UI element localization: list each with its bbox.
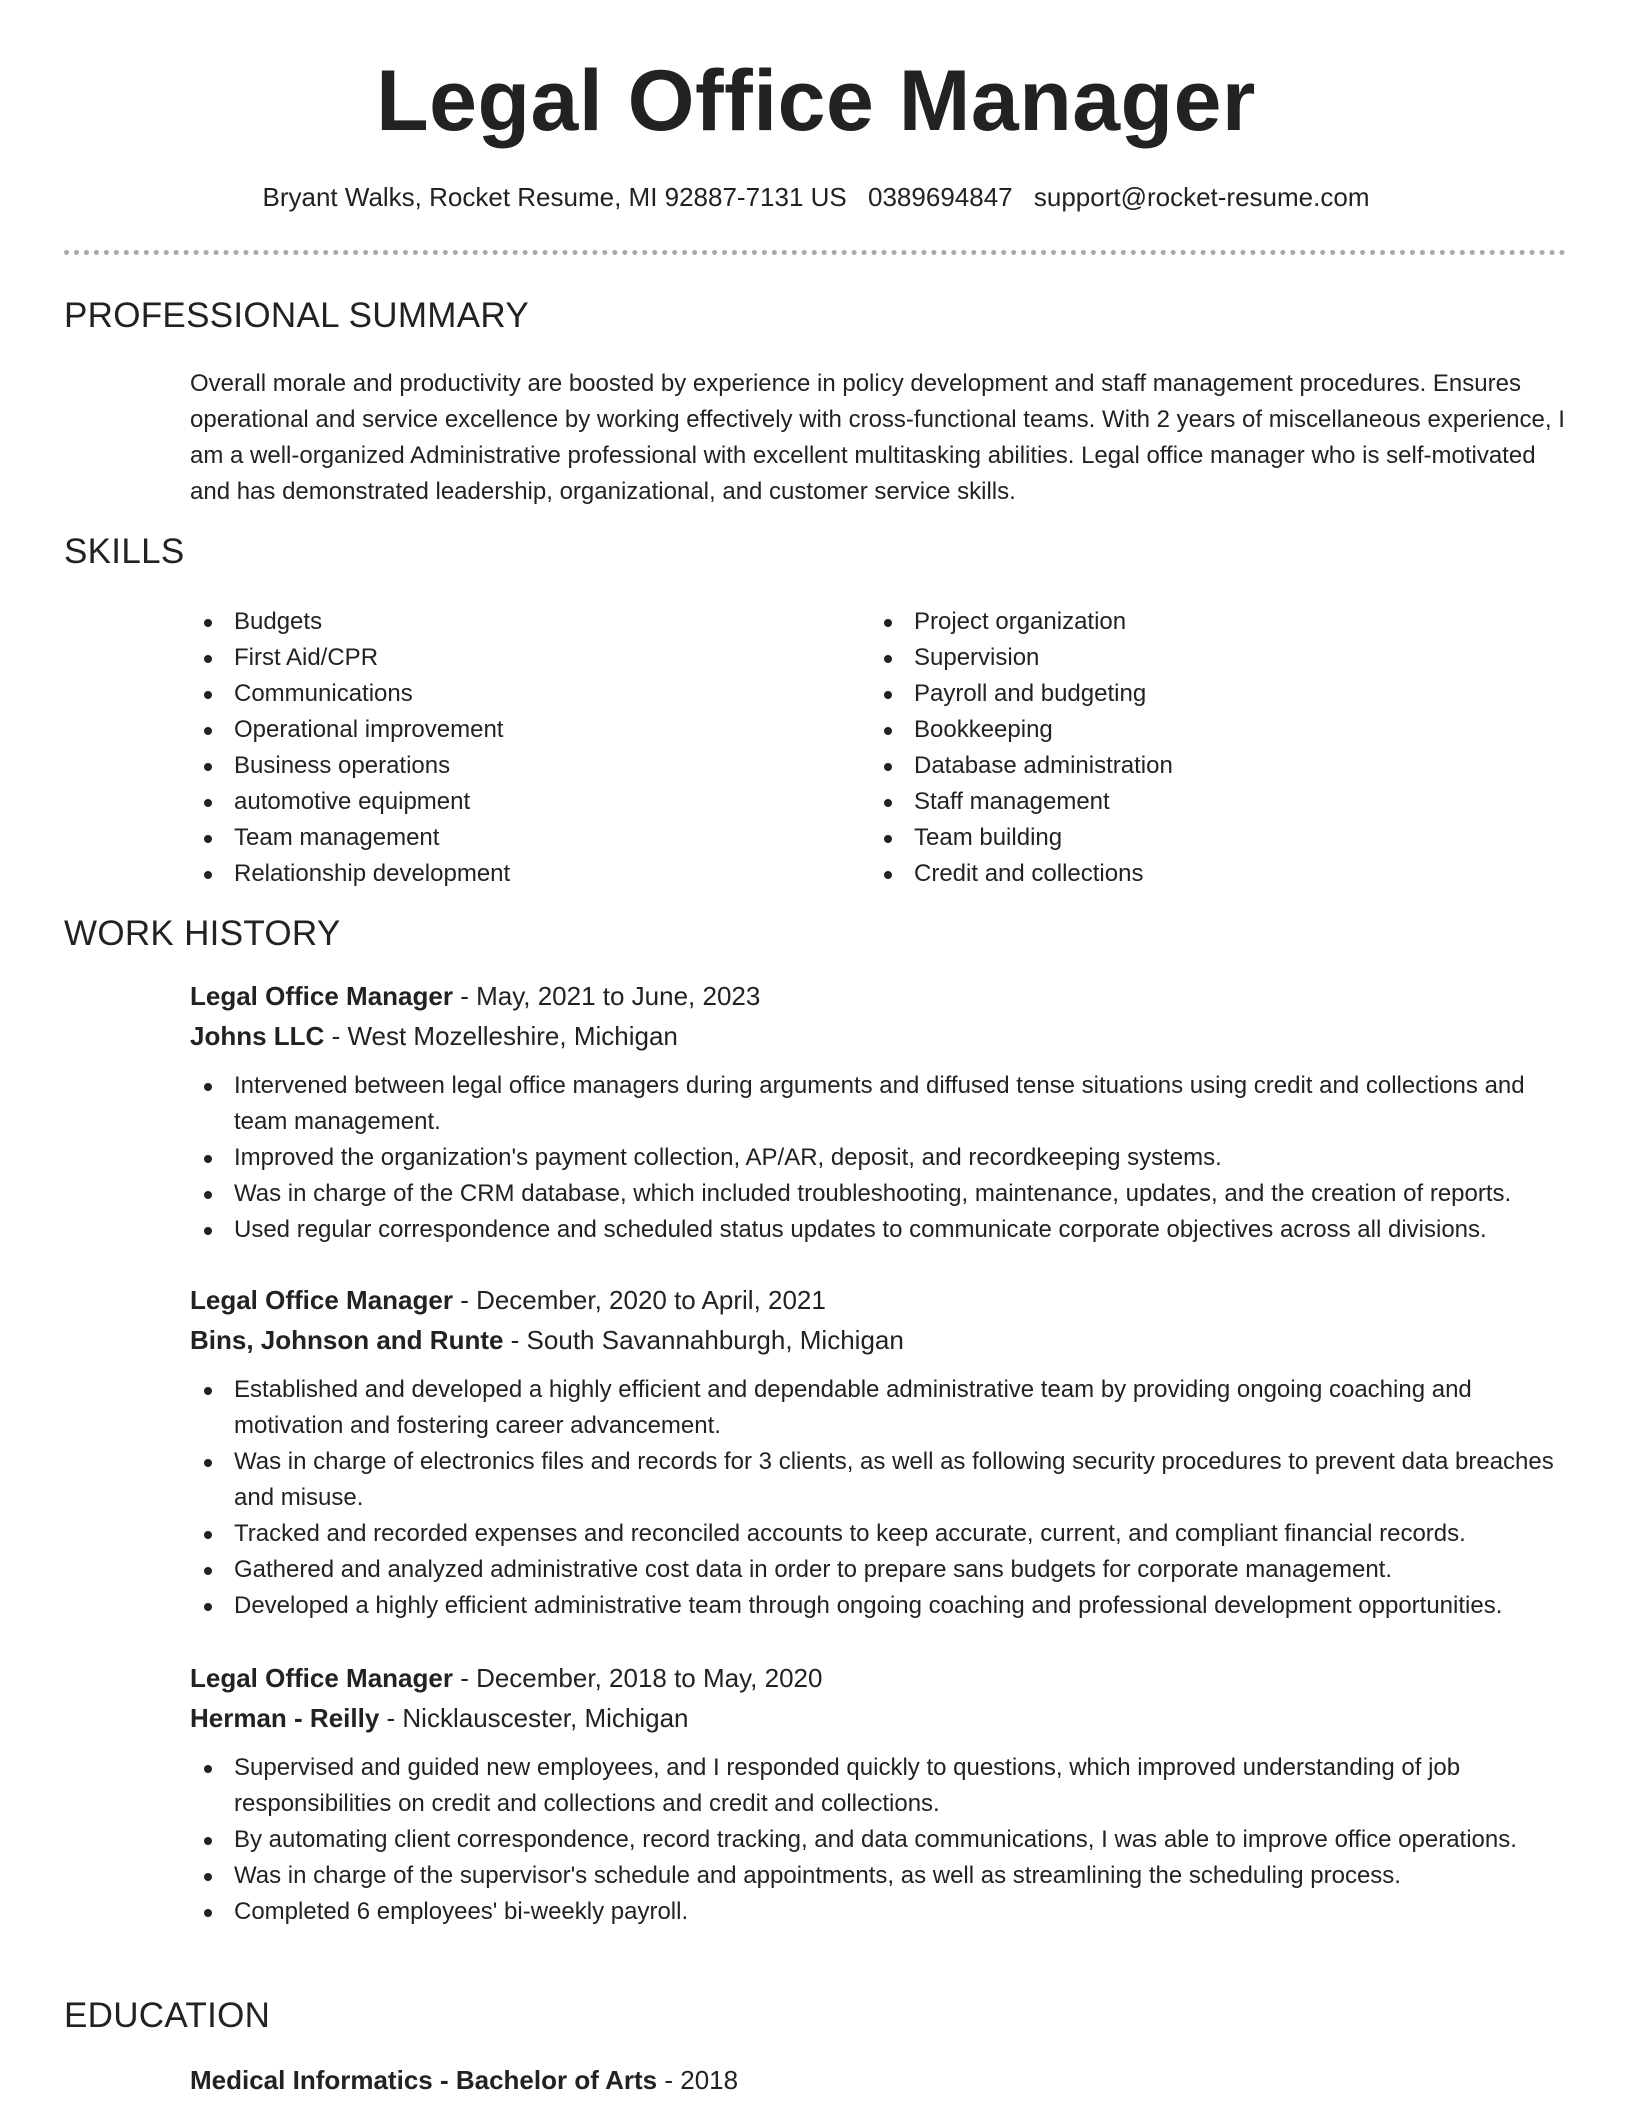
contact-address: Bryant Walks, Rocket Resume, MI 92887-7131 US [262, 182, 847, 212]
job-company-line [190, 1016, 1570, 1056]
skill-item: Budgets [190, 604, 870, 640]
education-degree: Medical Informatics - Bachelor of Arts [190, 2065, 658, 2095]
job-bullet: Improved the organization's payment collection, AP/AR, deposit, and recordkeeping systems. [190, 1140, 1570, 1176]
job-location: - West Mozelleshire, Michigan [324, 1021, 678, 1051]
section-title-work-history: WORK HISTORY [64, 914, 341, 953]
skill-item: Team management [190, 820, 870, 856]
job-bullet: Established and developed a highly efficient and dependable administrative team by providing ongoing coaching and motivation and fostering career advancement. [190, 1372, 1570, 1444]
skill-item: Relationship development [190, 856, 870, 892]
job-entry [190, 1658, 1570, 1930]
job-entry [190, 1280, 1570, 1624]
job-bullets [190, 1372, 1570, 1624]
skill-item: Database administration [870, 748, 1550, 784]
skill-item: Staff management [870, 784, 1550, 820]
job-location: - Nicklauscester, Michigan [379, 1703, 689, 1733]
job-bullet: By automating client correspondence, record tracking, and data communications, I was able to improve office operations. [190, 1822, 1570, 1858]
skill-item: Team building [870, 820, 1550, 856]
skill-item: Business operations [190, 748, 870, 784]
job-company: Herman - Reilly [190, 1703, 380, 1733]
summary-text: Overall morale and productivity are boosted by experience in policy development and staff management procedures. Ensures operational and service excellence by working effectively with cross-functional teams. With 2 years of miscellaneous experience, I am a well-organized Administrative professional with excellent multitasking abilities. Legal office manager who is self-motivated and has demonstrated leadership, organizational, and customer service skills. [190, 370, 1565, 505]
skill-item: automotive equipment [190, 784, 870, 820]
resume-title: Legal Office Manager [376, 53, 1256, 149]
job-title-line [190, 1658, 1570, 1698]
skill-item: Supervision [870, 640, 1550, 676]
job-location: - South Savannahburgh, Michigan [503, 1325, 904, 1355]
job-bullet: Supervised and guided new employees, and I responded quickly to questions, which improved understanding of job responsibilities on credit and collections and credit and collections. [190, 1750, 1570, 1822]
education-line [190, 2060, 1570, 2100]
contact-email: support@rocket-resume.com [1033, 182, 1370, 212]
job-company: Bins, Johnson and Runte [190, 1325, 504, 1355]
education-entry [190, 2060, 1570, 2100]
job-title: Legal Office Manager [190, 1663, 453, 1693]
job-company: Johns LLC [190, 1021, 325, 1051]
skills-column-left [190, 604, 870, 892]
job-dates: - December, 2018 to May, 2020 [452, 1663, 823, 1693]
skill-item: Payroll and budgeting [870, 676, 1550, 712]
section-title-skills: SKILLS [64, 532, 185, 571]
skills-list [190, 604, 1570, 892]
job-company-line [190, 1320, 1570, 1360]
header-divider [64, 250, 1566, 255]
job-bullet: Intervened between legal office managers during arguments and diffused tense situations using credit and collections and team management. [190, 1068, 1570, 1140]
section-title-summary: PROFESSIONAL SUMMARY [64, 296, 529, 335]
job-entry [190, 976, 1570, 1248]
skill-item: First Aid/CPR [190, 640, 870, 676]
skill-item: Operational improvement [190, 712, 870, 748]
job-title-line [190, 976, 1570, 1016]
job-title: Legal Office Manager [190, 1285, 453, 1315]
skills-column-right [870, 604, 1550, 892]
job-bullets [190, 1068, 1570, 1248]
skill-item: Project organization [870, 604, 1550, 640]
job-bullets [190, 1750, 1570, 1930]
job-title: Legal Office Manager [190, 981, 453, 1011]
contact-line [0, 182, 1632, 213]
skill-item: Bookkeeping [870, 712, 1550, 748]
job-bullet: Was in charge of the supervisor's schedule and appointments, as well as streamlining the scheduling process. [190, 1858, 1570, 1894]
job-bullet: Completed 6 employees' bi-weekly payroll. [190, 1894, 1570, 1930]
job-bullet: Was in charge of the CRM database, which included troubleshooting, maintenance, updates, and the creation of reports. [190, 1176, 1570, 1212]
job-company-line [190, 1698, 1570, 1738]
job-dates: - May, 2021 to June, 2023 [452, 981, 761, 1011]
job-bullet: Gathered and analyzed administrative cost data in order to prepare sans budgets for corporate management. [190, 1552, 1570, 1588]
education-year: - 2018 [657, 2065, 739, 2095]
job-bullet: Tracked and recorded expenses and reconciled accounts to keep accurate, current, and compliant financial records. [190, 1516, 1570, 1552]
job-title-line [190, 1280, 1570, 1320]
skill-item: Communications [190, 676, 870, 712]
section-title-education: EDUCATION [64, 1996, 271, 2035]
job-bullet: Was in charge of electronics files and records for 3 clients, as well as following security procedures to prevent data breaches and misuse. [190, 1444, 1570, 1516]
job-bullet: Used regular correspondence and scheduled status updates to communicate corporate objectives across all divisions. [190, 1212, 1570, 1248]
job-bullet: Developed a highly efficient administrative team through ongoing coaching and professional development opportunities. [190, 1588, 1570, 1624]
job-dates: - December, 2020 to April, 2021 [452, 1285, 826, 1315]
contact-phone: 0389694847 [868, 182, 1013, 212]
skill-item: Credit and collections [870, 856, 1550, 892]
